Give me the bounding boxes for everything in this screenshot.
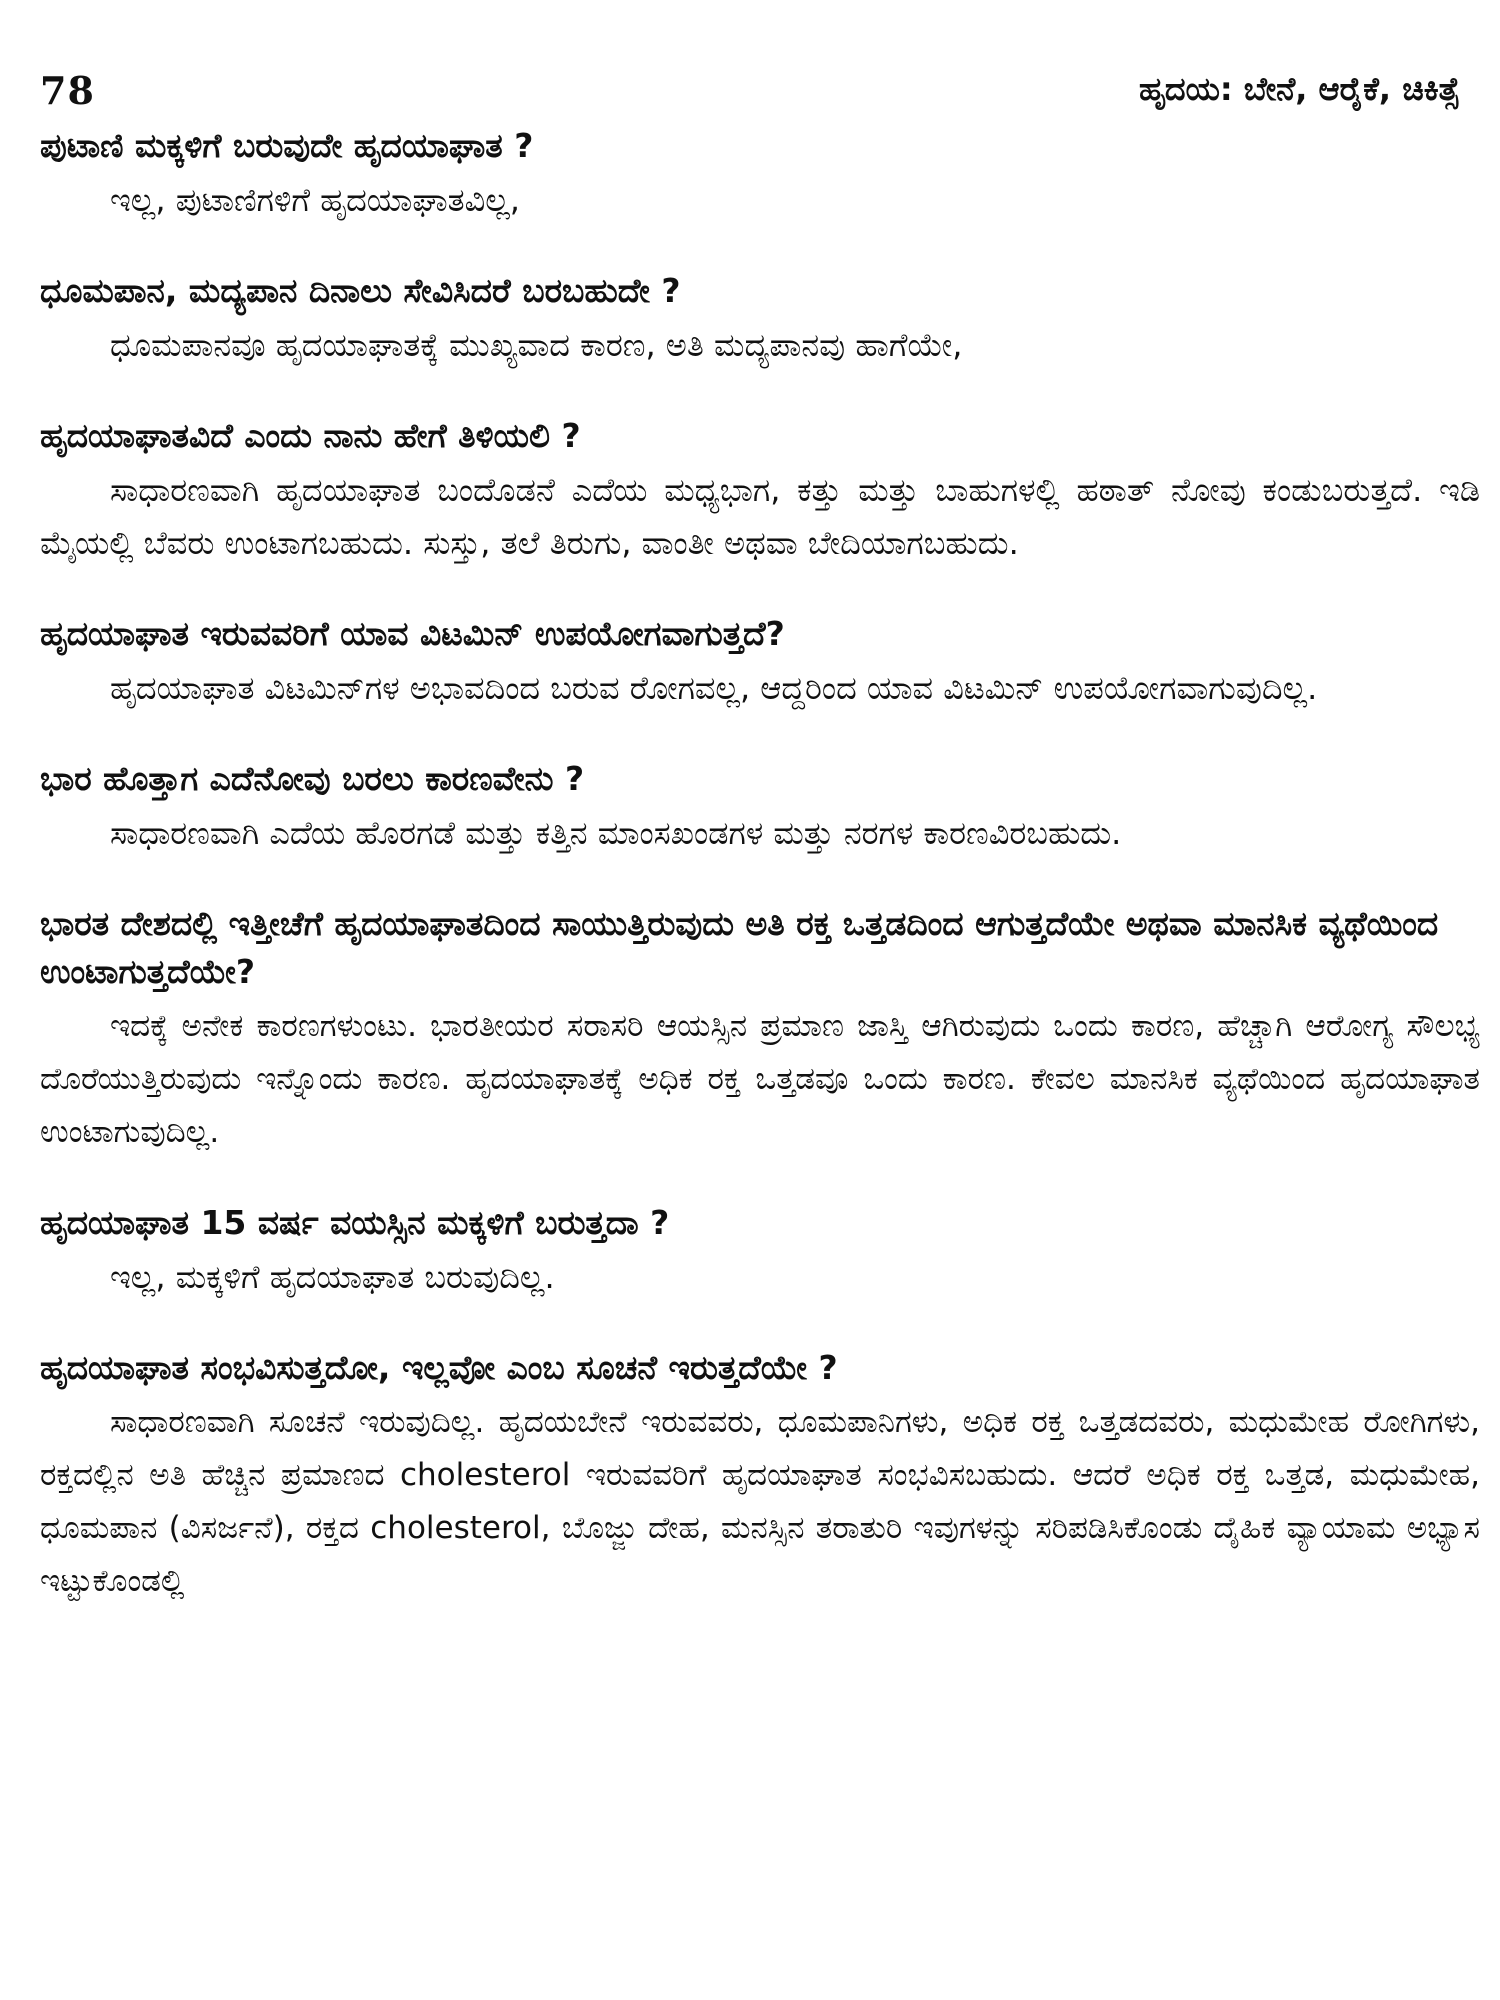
answer: ಸಾಧಾರಣವಾಗಿ ಹೃದಯಾಘಾತ ಬಂದೊಡನೆ ಎದೆಯ ಮಧ್ಯಭಾಗ, ಕತ್ತು ಮತ್ತು ಬಾಹುಗಳಲ್ಲಿ ಹಠಾತ್ ನೋವು ಕಂಡುಬರುತ್ತದೆ. ಇಡಿ ಮೈಯಲ್ಲಿ ಬೆವರು ಉಂಟಾಗಬಹುದು. ಸುಸ್ತು, ತಲೆ ತಿರುಗು, ವಾಂತೀ ಅಥವಾ ಬೇದಿಯಾಗಬಹುದು. <box>40 471 1480 562</box>
qa-item <box>40 1199 1480 1304</box>
running-head <box>40 62 1480 122</box>
answer: ಧೂಮಪಾನವೂ ಹೃದಯಾಘಾತಕ್ಕೆ ಮುಖ್ಯವಾದ ಕಾರಣ, ಅತಿ ಮದ್ಯಪಾನವು ಹಾಗೆಯೇ, <box>110 326 963 364</box>
qa-item <box>40 755 1480 860</box>
question: ಹೃದಯಾಘಾತ 15 ವರ್ಷ ವಯಸ್ಸಿನ ಮಕ್ಕಳಿಗೆ ಬರುತ್ತದಾ ? <box>40 1203 670 1242</box>
question: ಪುಟಾಣಿ ಮಕ್ಕಳಿಗೆ ಬರುವುದೇ ಹೃದಯಾಘಾತ ? <box>40 126 534 165</box>
qa-item <box>40 267 1480 372</box>
answer: ಇದಕ್ಕೆ ಅನೇಕ ಕಾರಣಗಳುಂಟು. ಭಾರತೀಯರ ಸರಾಸರಿ ಆಯಸ್ಸಿನ ಪ್ರಮಾಣ ಜಾಸ್ತಿ ಆಗಿರುವುದು ಒಂದು ಕಾರಣ, ಹೆಚ್ಚಾಗಿ ಆರೋಗ್ಯ ಸೌಲಭ್ಯ ದೊರೆಯುತ್ತಿರುವುದು ಇನ್ನೊಂದು ಕಾರಣ. ಹೃದಯಾಘಾತಕ್ಕೆ ಅಧಿಕ ರಕ್ತ ಒತ್ತಡವೂ ಒಂದು ಕಾರಣ. ಕೇವಲ ಮಾನಸಿಕ ವ್ಯಥೆಯಿಂದ ಹೃದಯಾಘಾತ ಉಂಟಾಗುವುದಿಲ್ಲ. <box>40 1008 1480 1150</box>
answer: ಸಾಧಾರಣವಾಗಿ ಸೂಚನೆ ಇರುವುದಿಲ್ಲ. ಹೃದಯಬೇನೆ ಇರುವವರು, ಧೂಮಪಾನಿಗಳು, ಅಧಿಕ ರಕ್ತ ಒತ್ತಡದವರು, ಮಧುಮೇಹ ರೋಗಿಗಳು, ರಕ್ತದಲ್ಲಿನ ಅತಿ ಹೆಚ್ಚಿನ ಪ್ರಮಾಣದ cholesterol ಇರುವವರಿಗೆ ಹೃದಯಾಘಾತ ಸಂಭವಿಸಬಹುದು. ಆದರೆ ಅಧಿಕ ರಕ್ತ ಒತ್ತಡ, ಮಧುಮೇಹ, ಧೂಮಪಾನ (ವಿಸರ್ಜನೆ), ರಕ್ತದ cholesterol, ಬೊಜ್ಜು ದೇಹ, ಮನಸ್ಸಿನ ತರಾತುರಿ ಇವುಗಳನ್ನು ಸರಿಪಡಿಸಿಕೊಂಡು ದೈಹಿಕ ವ್ಯಾಯಾಮ ಅಭ್ಯಾಸ ಇಟ್ಟುಕೊಂಡಲ್ಲಿ <box>40 1404 1480 1599</box>
question: ಭಾರ ಹೊತ್ತಾಗ ಎದೆನೋವು ಬರಲು ಕಾರಣವೇನು ? <box>40 759 585 798</box>
running-title: ಹೃದಯ: ಬೇನೆ, ಆರೈಕೆ, ಚಿಕಿತ್ಸೆ <box>1139 70 1460 108</box>
question: ಹೃದಯಾಘಾತ ಸಂಭವಿಸುತ್ತದೋ, ಇಲ್ಲವೋ ಎಂಬ ಸೂಚನೆ ಇರುತ್ತದೆಯೇ ? <box>40 1348 838 1387</box>
question: ಭಾರತ ದೇಶದಲ್ಲಿ ಇತ್ತೀಚೆಗೆ ಹೃದಯಾಘಾತದಿಂದ ಸಾಯುತ್ತಿರುವುದು ಅತಿ ರಕ್ತ ಒತ್ತಡದಿಂದ ಆಗುತ್ತದೆಯೇ ಅಥವಾ ಮಾನಸಿಕ ವ್ಯಥೆಯಿಂದ ಉಂಟಾಗುತ್ತದೆಯೇ? <box>40 904 1439 991</box>
qa-item <box>40 1344 1480 1608</box>
question: ಹೃದಯಾಘಾತ ಇರುವವರಿಗೆ ಯಾವ ವಿಟಮಿನ್ ಉಪಯೋಗವಾಗುತ್ತದೆ? <box>40 614 785 653</box>
qa-item <box>40 122 1480 227</box>
page-number: 78 <box>40 68 95 113</box>
answer: ಹೃದಯಾಘಾತ ವಿಟಮಿನ್‌ಗಳ ಅಭಾವದಿಂದ ಬರುವ ರೋಗವಲ್ಲ, ಆದ್ದರಿಂದ ಯಾವ ವಿಟಮಿನ್ ಉಪಯೋಗವಾಗುವುದಿಲ್ಲ. <box>110 669 1318 707</box>
answer: ಇಲ್ಲ, ಮಕ್ಕಳಿಗೆ ಹೃದಯಾಘಾತ ಬರುವುದಿಲ್ಲ. <box>110 1258 555 1296</box>
qa-item <box>40 900 1480 1159</box>
answer: ಇಲ್ಲ, ಪುಟಾಣಿಗಳಿಗೆ ಹೃದಯಾಘಾತವಿಲ್ಲ, <box>110 181 520 219</box>
question: ಹೃದಯಾಘಾತವಿದೆ ಎಂದು ನಾನು ಹೇಗೆ ತಿಳಿಯಲಿ ? <box>40 416 581 455</box>
answer: ಸಾಧಾರಣವಾಗಿ ಎದೆಯ ಹೊರಗಡೆ ಮತ್ತು ಕತ್ತಿನ ಮಾಂಸಖಂಡಗಳ ಮತ್ತು ನರಗಳ ಕಾರಣವಿರಬಹುದು. <box>110 814 1122 852</box>
qa-item <box>40 610 1480 715</box>
question: ಧೂಮಪಾನ, ಮದ್ಯಪಾನ ದಿನಾಲು ಸೇವಿಸಿದರೆ ಬರಬಹುದೇ ? <box>40 271 681 310</box>
book-page <box>40 62 1480 1982</box>
qa-item <box>40 412 1480 570</box>
